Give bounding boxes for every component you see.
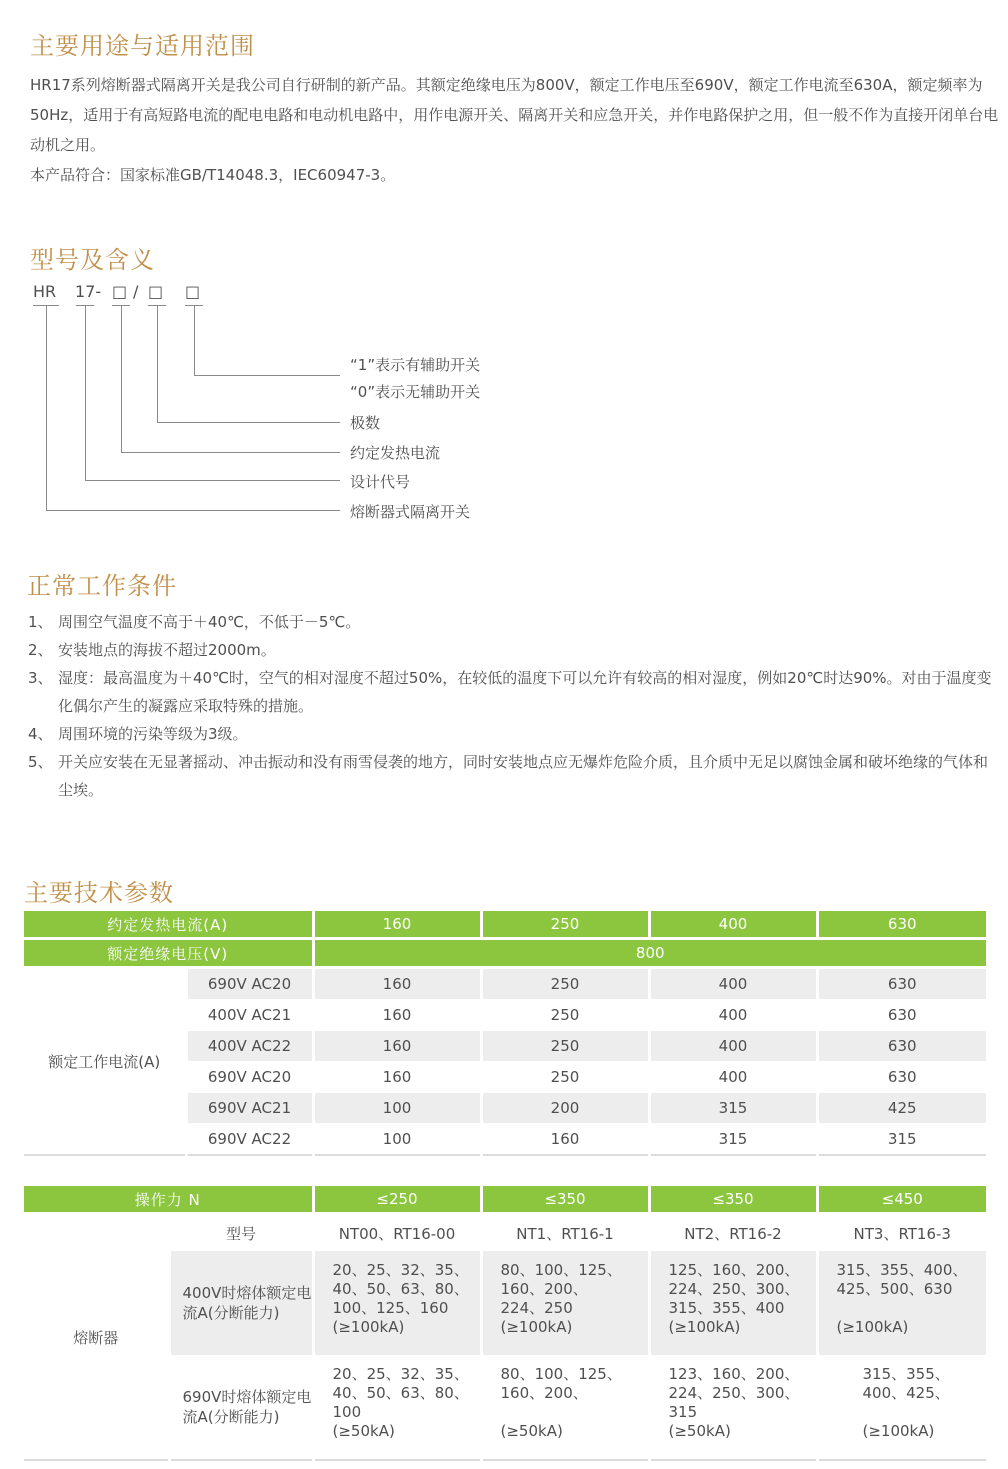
desc-aux-yes: “1”表示有辅助开关 bbox=[350, 356, 481, 374]
header-voltage-label: 额定绝缘电压(V) bbox=[24, 939, 313, 968]
leader-aux-horizontal bbox=[194, 375, 340, 376]
table-row bbox=[24, 1251, 986, 1355]
value-cell: 250 bbox=[481, 1000, 649, 1031]
rating-line: 125、160、200、 bbox=[668, 1261, 800, 1279]
table-row bbox=[24, 968, 986, 1000]
rating-line: 80、100、125、 bbox=[500, 1261, 622, 1279]
rating-line: 20、25、32、35、 bbox=[332, 1261, 469, 1279]
conditions-section-title: 正常工作条件 bbox=[27, 572, 177, 600]
model-box-poles: □ bbox=[148, 282, 164, 301]
value-cell: 400 bbox=[649, 1031, 817, 1062]
header-current-value: 630 bbox=[817, 911, 986, 939]
table-row bbox=[24, 1355, 986, 1460]
category-cell: 400V AC22 bbox=[186, 1031, 313, 1062]
table-row bbox=[24, 1214, 986, 1252]
standard-paragraph: 本产品符合：国家标准GB/T14048.3，IEC60947-3。 bbox=[30, 166, 396, 184]
rating-line: 20、25、32、35、 bbox=[332, 1365, 469, 1383]
leader-aux-vertical bbox=[194, 305, 195, 375]
breaking-capacity: (≥100kA) bbox=[332, 1318, 405, 1336]
condition-number: 1、 bbox=[28, 613, 53, 631]
fuse-rating-cell bbox=[817, 1355, 986, 1460]
condition-text: 湿度：最高温度为＋40℃时，空气的相对湿度不超过50%，在较低的温度下可以允许有较高的相对湿度，例如20℃时达90%。对由于温度变化偶尔产生的凝露应采取特殊的措施。 bbox=[58, 669, 992, 715]
value-cell: 400 bbox=[649, 1062, 817, 1093]
rating-line: 224、250、300、 bbox=[668, 1280, 800, 1298]
table-header-row bbox=[24, 1186, 986, 1214]
value-cell: 630 bbox=[817, 968, 986, 1000]
category-cell: 690V AC20 bbox=[186, 1062, 313, 1093]
rating-line: 400、425、 bbox=[862, 1384, 950, 1402]
condition-text: 开关应安装在无显著摇动、冲击振动和没有雨雪侵袭的地方，同时安装地点应无爆炸危险介质，且介质中无足以腐蚀金属和破坏绝缘的气体和尘埃。 bbox=[58, 753, 989, 799]
leader-hr-vertical bbox=[46, 305, 47, 510]
value-cell: 160 bbox=[481, 1124, 649, 1156]
value-cell: 400 bbox=[649, 968, 817, 1000]
header-force-label: 操作力 N bbox=[24, 1186, 313, 1214]
fuse-rating-cell bbox=[313, 1355, 481, 1460]
usage-section-title: 主要用途与适用范围 bbox=[30, 32, 255, 60]
conditions-list bbox=[28, 608, 1000, 804]
condition-number: 3、 bbox=[28, 669, 53, 687]
condition-text: 周围空气温度不高于＋40℃，不低于－5℃。 bbox=[58, 613, 361, 631]
value-cell: 630 bbox=[817, 1062, 986, 1093]
rating-line: 100 bbox=[332, 1403, 362, 1421]
value-cell: 630 bbox=[817, 1000, 986, 1031]
model-cell: NT3、RT16-3 bbox=[853, 1224, 951, 1243]
value-cell: 160 bbox=[313, 968, 481, 1000]
fuse-rating-cell bbox=[313, 1251, 481, 1355]
category-cell: 690V AC20 bbox=[186, 968, 313, 1000]
list-item bbox=[28, 636, 1000, 664]
leader-current-vertical bbox=[121, 305, 122, 452]
category-cell: 690V AC21 bbox=[186, 1093, 313, 1124]
rating-line: 315、355、 bbox=[862, 1365, 950, 1383]
rating-line bbox=[837, 1299, 987, 1318]
row-label-690v: 690V时熔体额定电流A(分断能力) bbox=[169, 1355, 313, 1460]
fuse-rating-cell bbox=[649, 1251, 817, 1355]
desc-aux-no: “0”表示无辅助开关 bbox=[350, 383, 481, 401]
breaking-capacity: (≥50kA) bbox=[500, 1422, 563, 1440]
model-label-cell: 型号 bbox=[169, 1214, 313, 1252]
params-section-title: 主要技术参数 bbox=[24, 879, 174, 907]
table-header-row bbox=[24, 911, 986, 939]
rating-line: 160、200、 bbox=[500, 1384, 588, 1402]
rating-line: 123、160、200、 bbox=[668, 1365, 800, 1383]
value-cell: 100 bbox=[313, 1124, 481, 1156]
model-section-title: 型号及含义 bbox=[30, 246, 155, 274]
value-cell: 250 bbox=[481, 1062, 649, 1093]
value-cell: 160 bbox=[313, 1000, 481, 1031]
leader-current-horizontal bbox=[121, 452, 340, 453]
list-item bbox=[28, 608, 1000, 636]
model-cell: NT1、RT16-1 bbox=[481, 1214, 649, 1252]
rating-line: 40、50、63、80、 bbox=[332, 1280, 469, 1298]
rating-line: 224、250 bbox=[500, 1299, 573, 1317]
leader-poles-horizontal bbox=[157, 422, 340, 423]
usage-text bbox=[30, 70, 1000, 190]
rating-line bbox=[501, 1403, 648, 1422]
model-segment-17: 17- bbox=[75, 282, 102, 301]
condition-text: 周围环境的污染等级为3级。 bbox=[58, 725, 248, 743]
header-force-value: ≤350 bbox=[481, 1186, 649, 1214]
value-cell: 315 bbox=[817, 1124, 986, 1156]
rating-line: 315 bbox=[668, 1403, 698, 1421]
condition-number: 2、 bbox=[28, 641, 53, 659]
header-voltage-value: 800 bbox=[313, 939, 986, 968]
leader-hr-horizontal bbox=[46, 510, 340, 511]
value-cell: 100 bbox=[313, 1093, 481, 1124]
model-segment-hr: HR bbox=[33, 282, 57, 301]
rating-line: 80、100、125、 bbox=[500, 1365, 622, 1383]
value-cell: 160 bbox=[313, 1031, 481, 1062]
value-cell: 315 bbox=[649, 1093, 817, 1124]
breaking-capacity: (≥50kA) bbox=[668, 1422, 731, 1440]
breaking-capacity: (≥100kA) bbox=[500, 1318, 573, 1336]
rating-line: 425、500、630 bbox=[836, 1280, 953, 1298]
usage-paragraph: HR17系列熔断器式隔离开关是我公司自行研制的新产品。其额定绝缘电压为800V，额定工作电压至690V，额定工作电流至630A，额定频率为50Hz，适用于有高短路电流的配电电路和电动机电路中，用作电源开关、隔离开关和应急开关，并作电路保护之用，但一般不作为直接开闭单台电动机之用。 bbox=[30, 76, 999, 154]
condition-text: 安装地点的海拔不超过2000m。 bbox=[58, 641, 276, 659]
group-label-fuse: 熔断器 bbox=[24, 1214, 169, 1461]
leader-17-horizontal bbox=[85, 480, 340, 481]
fuse-rating-cell bbox=[481, 1251, 649, 1355]
category-cell: 690V AC22 bbox=[186, 1124, 313, 1156]
value-cell: 630 bbox=[817, 1031, 986, 1062]
desc-design-code: 设计代号 bbox=[350, 473, 411, 491]
leader-poles-vertical bbox=[157, 305, 158, 422]
condition-number: 4、 bbox=[28, 725, 53, 743]
fuse-rating-cell bbox=[481, 1355, 649, 1460]
model-box-current: □ bbox=[112, 282, 128, 301]
header-current-value: 400 bbox=[649, 911, 817, 939]
desc-current: 约定发热电流 bbox=[350, 444, 441, 462]
breaking-capacity: (≥100kA) bbox=[862, 1422, 935, 1440]
fuse-rating-cell bbox=[817, 1251, 986, 1355]
breaking-capacity: (≥100kA) bbox=[668, 1318, 741, 1336]
rated-current-table bbox=[24, 911, 986, 1156]
row-label-400v: 400V时熔体额定电流A(分断能力) bbox=[169, 1251, 313, 1355]
rating-line: 315、355、400、 bbox=[836, 1261, 968, 1279]
fuse-rating-cell bbox=[649, 1355, 817, 1460]
value-cell: 160 bbox=[313, 1062, 481, 1093]
rating-line: 40、50、63、80、 bbox=[332, 1384, 469, 1402]
breaking-capacity: (≥100kA) bbox=[836, 1318, 909, 1336]
header-force-value: ≤350 bbox=[649, 1186, 817, 1214]
leader-17-vertical bbox=[85, 305, 86, 480]
list-item bbox=[28, 720, 1000, 748]
model-cell: NT2、RT16-2 bbox=[649, 1214, 817, 1252]
desc-product-type: 熔断器式隔离开关 bbox=[350, 503, 471, 521]
rating-line: 315、355、400 bbox=[668, 1299, 785, 1317]
rating-line bbox=[863, 1403, 987, 1422]
model-box-aux: □ bbox=[185, 282, 201, 301]
list-item bbox=[28, 748, 1000, 804]
header-force-value: ≤250 bbox=[313, 1186, 481, 1214]
header-current-label: 约定发热电流(A) bbox=[24, 911, 313, 939]
table-header-row bbox=[24, 939, 986, 968]
breaking-capacity: (≥50kA) bbox=[332, 1422, 395, 1440]
category-cell: 400V AC21 bbox=[186, 1000, 313, 1031]
header-current-value: 250 bbox=[481, 911, 649, 939]
group-label-operating-current: 额定工作电流(A) bbox=[24, 968, 186, 1156]
desc-poles: 极数 bbox=[350, 414, 381, 432]
header-force-value: ≤450 bbox=[817, 1186, 986, 1214]
model-slash: / bbox=[133, 282, 139, 301]
rating-line: 224、250、300、 bbox=[668, 1384, 800, 1402]
fuse-table bbox=[24, 1186, 986, 1461]
value-cell: 425 bbox=[817, 1093, 986, 1124]
header-current-value: 160 bbox=[313, 911, 481, 939]
value-cell: 315 bbox=[649, 1124, 817, 1156]
value-cell: 250 bbox=[481, 968, 649, 1000]
value-cell: 400 bbox=[649, 1000, 817, 1031]
list-item bbox=[28, 664, 1000, 720]
model-cell: NT00、RT16-00 bbox=[313, 1214, 481, 1252]
value-cell: 200 bbox=[481, 1093, 649, 1124]
value-cell: 250 bbox=[481, 1031, 649, 1062]
rating-line: 100、125、160 bbox=[332, 1299, 449, 1317]
condition-number: 5、 bbox=[28, 753, 53, 771]
rating-line: 160、200、 bbox=[500, 1280, 588, 1298]
